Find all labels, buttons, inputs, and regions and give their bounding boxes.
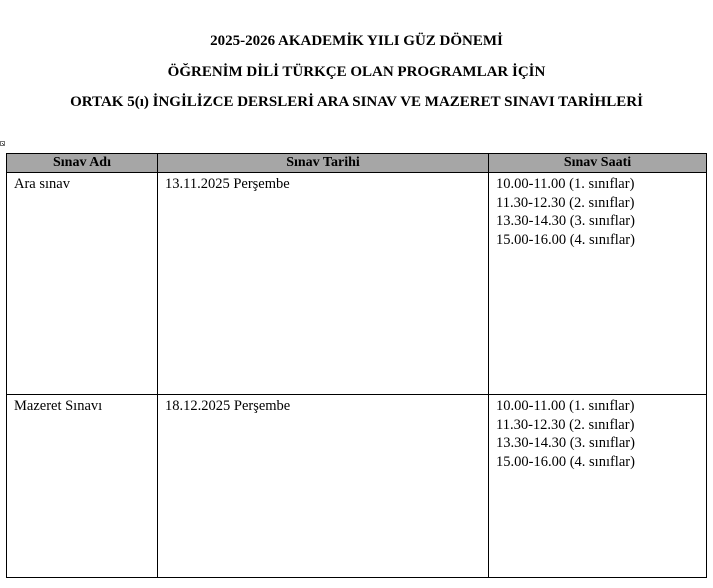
column-header-exam-date: Sınav Tarihi — [158, 154, 489, 173]
document-heading: ORTAK 5(ı) İNGİLİZCE DERSLERİ ARA SINAV VE MAZERET SINAVI TARİHLERİ — [70, 94, 643, 110]
column-header-exam-name: Sınav Adı — [7, 154, 158, 173]
table-row — [7, 173, 707, 395]
table-header-row — [7, 154, 707, 173]
exam-date-cell — [158, 395, 489, 578]
exam-schedule-table — [6, 153, 707, 578]
exam-time-slot: 10.00-11.00 (1. sınıflar) — [496, 176, 635, 192]
exam-time-cell — [489, 173, 707, 395]
exam-time-cell — [489, 395, 707, 578]
document-title: 2025-2026 AKADEMİK YILI GÜZ DÖNEMİ — [210, 33, 503, 49]
exam-time-slot: 15.00-16.00 (4. sınıflar) — [496, 231, 635, 248]
exam-name-cell — [7, 173, 158, 395]
exam-time-slot: 15.00-16.00 (4. sınıflar) — [496, 453, 635, 470]
exam-time-slot: 10.00-11.00 (1. sınıflar) — [496, 398, 635, 414]
exam-date: 13.11.2025 Perşembe — [165, 176, 290, 192]
table-move-handle-icon[interactable] — [0, 141, 5, 146]
table-row — [7, 395, 707, 578]
exam-time-slot: 13.30-14.30 (3. sınıflar) — [496, 213, 635, 229]
exam-time-slot: 11.30-12.30 (2. sınıflar) — [496, 416, 635, 433]
document-subtitle: ÖĞRENİM DİLİ TÜRKÇE OLAN PROGRAMLAR İÇİN — [167, 64, 546, 80]
exam-name-cell — [7, 395, 158, 578]
exam-date-cell — [158, 173, 489, 395]
exam-date: 18.12.2025 Perşembe — [165, 398, 291, 414]
exam-name: Ara sınav — [14, 176, 70, 192]
exam-time-slot: 13.30-14.30 (3. sınıflar) — [496, 435, 635, 451]
column-header-exam-time: Sınav Saati — [489, 154, 707, 173]
exam-time-slot: 11.30-12.30 (2. sınıflar) — [496, 194, 635, 211]
exam-name: Mazeret Sınavı — [14, 398, 103, 414]
